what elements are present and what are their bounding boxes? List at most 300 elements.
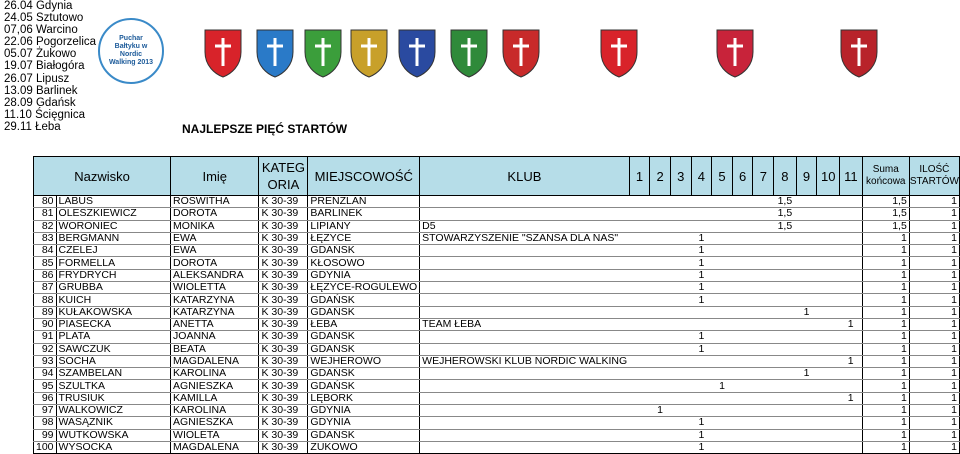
row-category: K 30-39 [259,318,308,330]
row-category: K 30-39 [259,343,308,355]
row-round-3 [670,343,691,355]
table-row [34,220,960,232]
row-city: LĘBORK [308,392,420,404]
row-category: K 30-39 [259,355,308,367]
row-starts: 1 [909,368,959,380]
row-round-4: 1 [691,417,712,429]
row-round-2 [650,232,671,244]
row-round-6 [732,392,753,404]
row-club [420,257,629,269]
header-miejscowosc: MIEJSCOWOŚĆ [308,157,420,196]
row-round-3 [670,368,691,380]
row-sum: 1 [862,405,909,417]
race-date: 22.06 Pogorzelica [4,36,97,49]
row-round-3 [670,232,691,244]
row-number: 92 [34,343,57,355]
row-round-2 [650,392,671,404]
row-round-1 [629,355,650,367]
row-category: K 30-39 [259,282,308,294]
row-round-2 [650,257,671,269]
row-round-4: 1 [691,294,712,306]
table-row [34,306,960,318]
row-surname: LABUS [56,196,171,208]
row-round-4 [691,355,712,367]
row-city: GDYNIA [308,269,420,281]
row-round-9 [796,245,817,257]
row-round-8: 1,5 [774,220,797,232]
row-name: WIOLETTA [171,282,259,294]
row-surname: WALKOWICZ [56,405,171,417]
row-starts: 1 [909,269,959,281]
row-number: 86 [34,269,57,281]
row-round-4 [691,208,712,220]
row-round-10 [817,245,840,257]
row-round-11 [840,220,863,232]
row-round-8 [774,282,797,294]
row-starts: 1 [909,245,959,257]
row-round-6 [732,208,753,220]
row-round-5 [712,331,733,343]
row-round-11 [840,269,863,281]
row-category: K 30-39 [259,257,308,269]
row-surname: SZAMBELAN [56,368,171,380]
row-sum: 1 [862,331,909,343]
row-surname: GRUBBA [56,282,171,294]
row-sum: 1 [862,368,909,380]
row-name: MAGDALENA [171,355,259,367]
row-round-9 [796,208,817,220]
row-starts: 1 [909,429,959,441]
row-round-7 [753,245,774,257]
row-round-3 [670,269,691,281]
row-round-11 [840,245,863,257]
row-sum: 1 [862,441,909,453]
row-round-9: 1 [796,306,817,318]
row-surname: WYSOCKA [56,441,171,453]
logo-text: Puchar Bałtyku w Nordic Walking 2013 [108,35,154,66]
row-round-2 [650,429,671,441]
race-date: 05.07 Żukowo [4,48,77,61]
row-round-8 [774,405,797,417]
race-date: 11.10 Ścięgnica [4,108,85,121]
row-round-5 [712,355,733,367]
row-city: WEJHEROWO [308,355,420,367]
row-round-10 [817,196,840,208]
row-round-8 [774,392,797,404]
row-sum: 1 [862,355,909,367]
row-round-4: 1 [691,257,712,269]
row-round-8 [774,417,797,429]
row-round-10 [817,269,840,281]
row-round-4 [691,196,712,208]
row-round-8 [774,355,797,367]
row-number: 83 [34,232,57,244]
row-round-9 [796,355,817,367]
row-round-6 [732,220,753,232]
row-club [420,196,629,208]
row-round-6 [732,196,753,208]
page-subtitle: NAJLEPSZE PIĘĆ STARTÓW [182,122,348,136]
row-club [420,331,629,343]
row-number: 97 [34,405,57,417]
row-round-4: 1 [691,331,712,343]
table-header [34,157,960,196]
row-round-5 [712,318,733,330]
row-city: ŁĘŻYCE-ROGULEWO [308,282,420,294]
row-round-7 [753,196,774,208]
row-club [420,245,629,257]
crest-7-icon [498,28,544,78]
row-city: KŁOSOWO [308,257,420,269]
row-round-8 [774,331,797,343]
race-date: 29.11 Łeba [4,120,61,133]
row-round-9 [796,318,817,330]
row-round-8 [774,343,797,355]
row-round-3 [670,380,691,392]
row-round-4 [691,220,712,232]
row-round-10 [817,331,840,343]
header-round-9: 9 [796,157,817,196]
row-round-2 [650,196,671,208]
header-round-6: 6 [732,157,753,196]
row-starts: 1 [909,343,959,355]
row-category: K 30-39 [259,405,308,417]
row-category: K 30-39 [259,196,308,208]
row-round-1 [629,269,650,281]
row-name: MAGDALENA [171,441,259,453]
row-city: GDAŃSK [308,380,420,392]
row-club [420,380,629,392]
header-round-11: 11 [840,157,863,196]
row-round-10 [817,208,840,220]
row-round-10 [817,294,840,306]
row-starts: 1 [909,355,959,367]
row-sum: 1 [862,232,909,244]
row-round-3 [670,306,691,318]
row-round-10 [817,405,840,417]
row-round-11 [840,380,863,392]
row-round-2 [650,368,671,380]
row-round-3 [670,294,691,306]
header-klub: KLUB [420,157,629,196]
crest-10-icon [836,28,882,78]
row-category: K 30-39 [259,417,308,429]
table-row [34,405,960,417]
row-round-11 [840,232,863,244]
row-sum: 1 [862,343,909,355]
row-number: 82 [34,220,57,232]
race-date: 07,06 Warcino [4,24,78,37]
header-nazwisko: Nazwisko [34,157,171,196]
row-starts: 1 [909,380,959,392]
row-round-9 [796,429,817,441]
row-sum: 1,5 [862,196,909,208]
row-round-4: 1 [691,282,712,294]
crest-9-icon [712,28,758,78]
row-round-11 [840,208,863,220]
row-surname: WUTKOWSKA [56,429,171,441]
row-round-1 [629,306,650,318]
table-row [34,331,960,343]
row-round-6 [732,343,753,355]
row-name: DOROTA [171,208,259,220]
row-club: TEAM ŁEBA [420,318,629,330]
row-club [420,306,629,318]
row-club [420,343,629,355]
row-round-3 [670,429,691,441]
row-round-4 [691,392,712,404]
row-round-4: 1 [691,245,712,257]
row-round-9 [796,220,817,232]
row-round-4 [691,380,712,392]
row-name: WIOLETA [171,429,259,441]
row-club [420,405,629,417]
row-sum: 1 [862,306,909,318]
row-round-10 [817,343,840,355]
row-number: 94 [34,368,57,380]
row-round-3 [670,392,691,404]
row-round-8 [774,380,797,392]
table-row [34,392,960,404]
row-category: K 30-39 [259,269,308,281]
row-round-6 [732,331,753,343]
row-round-5: 1 [712,380,733,392]
row-club [420,208,629,220]
row-surname: WASĄŻNIK [56,417,171,429]
row-surname: TRUSIUK [56,392,171,404]
row-round-11 [840,417,863,429]
crest-3-icon [300,28,346,78]
row-round-9 [796,405,817,417]
row-sum: 1 [862,318,909,330]
row-round-3 [670,208,691,220]
race-date: 19.07 Białogóra [4,60,85,73]
row-round-9 [796,417,817,429]
row-name: DOROTA [171,257,259,269]
row-number: 80 [34,196,57,208]
row-round-7 [753,429,774,441]
row-club [420,429,629,441]
row-sum: 1 [862,257,909,269]
row-sum: 1 [862,269,909,281]
row-sum: 1,5 [862,220,909,232]
row-round-4 [691,318,712,330]
row-round-7 [753,294,774,306]
row-round-3 [670,355,691,367]
row-round-6 [732,294,753,306]
row-round-7 [753,208,774,220]
header-suma: Suma końcowa [862,157,909,196]
row-sum: 1 [862,380,909,392]
row-city: BARLINEK [308,208,420,220]
row-name: KAMILLA [171,392,259,404]
row-round-1 [629,380,650,392]
row-round-7 [753,306,774,318]
header-round-3: 3 [670,157,691,196]
row-round-6 [732,232,753,244]
row-round-2 [650,355,671,367]
row-name: KAROLINA [171,405,259,417]
row-city: GDAŃSK [308,331,420,343]
row-round-6 [732,269,753,281]
row-round-2 [650,318,671,330]
row-club [420,294,629,306]
row-number: 85 [34,257,57,269]
row-round-2 [650,269,671,281]
row-round-11: 1 [840,392,863,404]
row-round-6 [732,368,753,380]
header-round-7: 7 [753,157,774,196]
row-round-3 [670,220,691,232]
row-sum: 1 [862,392,909,404]
row-sum: 1,5 [862,208,909,220]
results-table [33,156,960,454]
row-club: D5 [420,220,629,232]
header-ilosc: ILOŚĆ STARTÓW [909,157,959,196]
row-round-4: 1 [691,232,712,244]
row-round-6 [732,380,753,392]
row-starts: 1 [909,294,959,306]
row-round-11 [840,196,863,208]
row-round-6 [732,318,753,330]
row-round-11 [840,294,863,306]
row-city: ŻUKOWO [308,441,420,453]
row-number: 98 [34,417,57,429]
row-surname: OLESZKIEWICZ [56,208,171,220]
row-round-3 [670,245,691,257]
row-round-7 [753,343,774,355]
row-number: 100 [34,441,57,453]
row-round-5 [712,429,733,441]
row-round-8: 1,5 [774,208,797,220]
row-club [420,417,629,429]
row-number: 81 [34,208,57,220]
row-round-9: 1 [796,368,817,380]
row-city: LIPIANY [308,220,420,232]
row-round-7 [753,380,774,392]
row-round-3 [670,196,691,208]
row-starts: 1 [909,257,959,269]
row-round-6 [732,282,753,294]
row-round-10 [817,392,840,404]
race-date: 24.05 Sztutowo [4,12,84,25]
row-round-8: 1,5 [774,196,797,208]
row-round-4: 1 [691,269,712,281]
row-round-11 [840,343,863,355]
row-round-9 [796,380,817,392]
row-starts: 1 [909,208,959,220]
table-row [34,368,960,380]
row-round-11 [840,257,863,269]
row-round-7 [753,269,774,281]
row-round-10 [817,417,840,429]
row-round-10 [817,380,840,392]
row-city: GDYNIA [308,405,420,417]
row-club [420,368,629,380]
row-round-10 [817,282,840,294]
table-row [34,269,960,281]
row-round-11: 1 [840,318,863,330]
row-round-1 [629,405,650,417]
row-city: GDAŃSK [308,306,420,318]
row-round-1 [629,257,650,269]
row-round-3 [670,318,691,330]
header-round-1: 1 [629,157,650,196]
row-surname: CZELEJ [56,245,171,257]
row-name: JOANNA [171,331,259,343]
row-city: GDAŃSK [308,343,420,355]
row-round-9 [796,257,817,269]
row-round-4 [691,368,712,380]
row-surname: FRYDRYCH [56,269,171,281]
row-round-1 [629,429,650,441]
row-round-7 [753,257,774,269]
row-round-10 [817,355,840,367]
row-round-5 [712,368,733,380]
row-name: ANETTA [171,318,259,330]
race-calendar [4,0,96,133]
row-round-3 [670,257,691,269]
row-number: 89 [34,306,57,318]
header-round-5: 5 [712,157,733,196]
row-name: AGNIESZKA [171,380,259,392]
row-round-7 [753,232,774,244]
row-round-8 [774,269,797,281]
header-kategoria: KATEGORIA [259,157,308,196]
row-round-4: 1 [691,343,712,355]
row-number: 95 [34,380,57,392]
row-round-10 [817,368,840,380]
row-round-10 [817,257,840,269]
table-row [34,196,960,208]
header-round-2: 2 [650,157,671,196]
row-round-1 [629,208,650,220]
row-round-2 [650,417,671,429]
row-number: 90 [34,318,57,330]
row-round-1 [629,282,650,294]
row-round-1 [629,318,650,330]
row-round-7 [753,417,774,429]
row-name: AGNIESZKA [171,417,259,429]
row-round-7 [753,282,774,294]
row-number: 99 [34,429,57,441]
row-round-6 [732,245,753,257]
row-round-5 [712,294,733,306]
row-round-10 [817,220,840,232]
row-club: STOWARZYSZENIE "SZANSA DLA NAS" [420,232,629,244]
row-round-9 [796,196,817,208]
row-round-5 [712,208,733,220]
row-round-1 [629,368,650,380]
row-starts: 1 [909,282,959,294]
row-category: K 30-39 [259,429,308,441]
row-round-2 [650,306,671,318]
row-round-9 [796,232,817,244]
row-category: K 30-39 [259,208,308,220]
row-club [420,282,629,294]
row-round-11 [840,429,863,441]
row-round-7 [753,368,774,380]
row-name: EWA [171,245,259,257]
crest-6-icon [446,28,492,78]
race-date: 28.09 Gdańsk [4,96,76,109]
row-round-8 [774,318,797,330]
table-row [34,232,960,244]
row-round-4: 1 [691,429,712,441]
row-round-6 [732,417,753,429]
row-round-1 [629,220,650,232]
row-round-1 [629,392,650,404]
